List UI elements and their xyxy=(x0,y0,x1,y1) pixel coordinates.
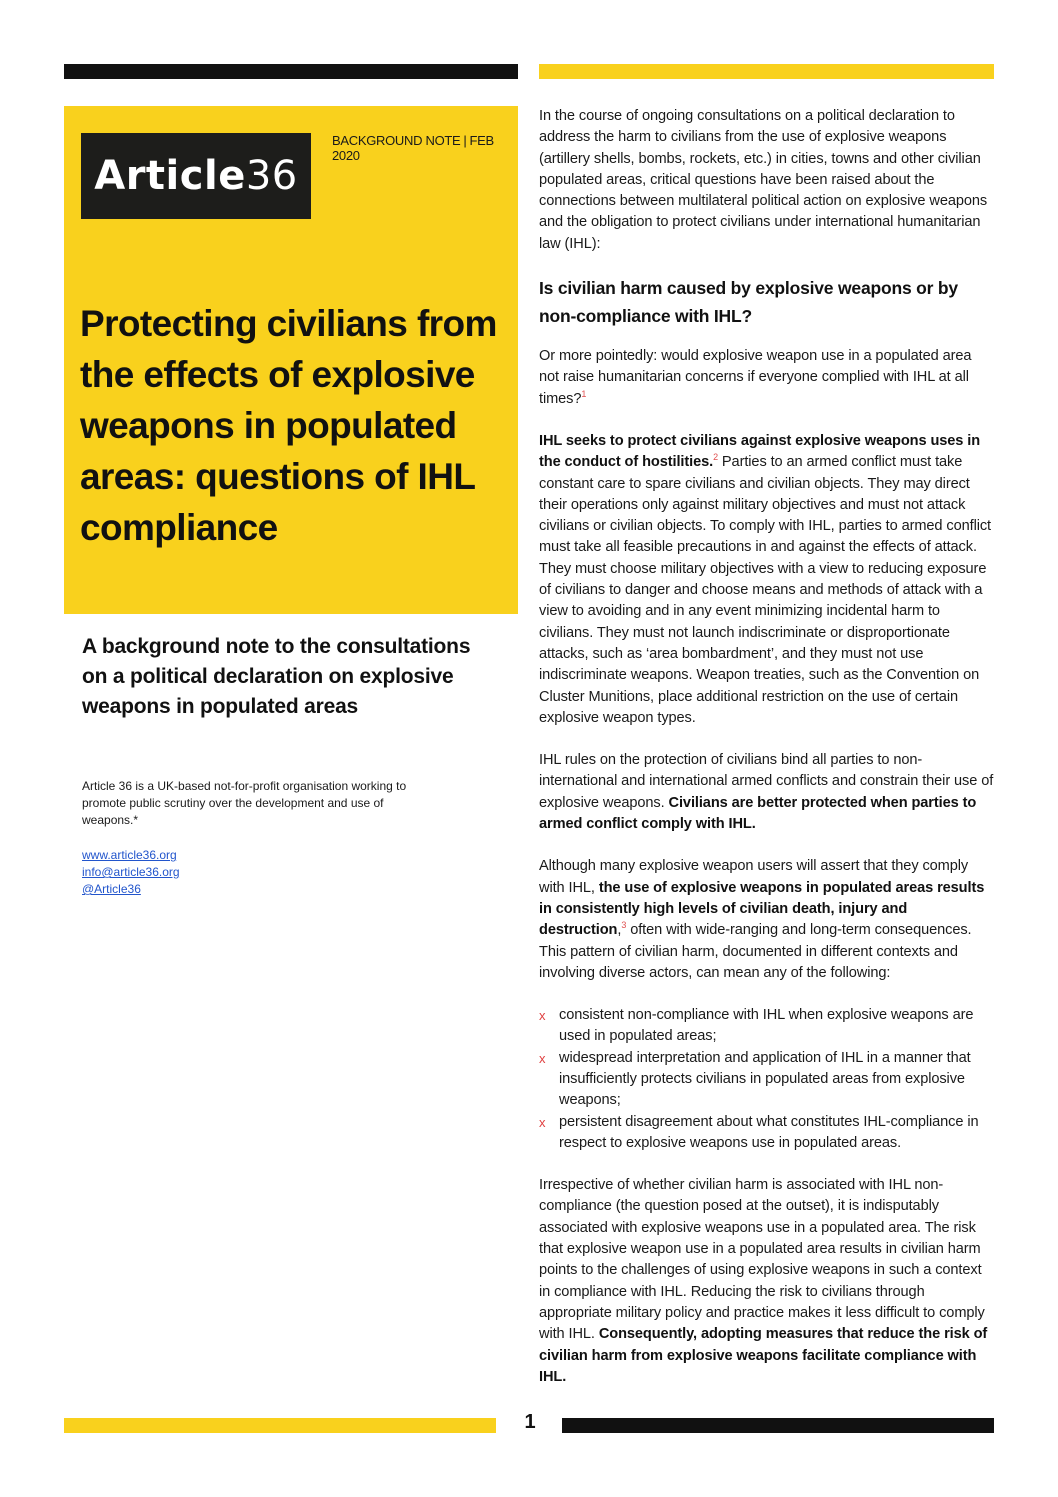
ihl-rules-bold: Civilians are better protected when parties to armed conflict comply with IHL. xyxy=(539,794,977,833)
page-title: Protecting civilians from the effects of explosive weapons in populated areas: questions of IHL compliance xyxy=(80,303,497,548)
x-bullet-icon: x xyxy=(539,1114,546,1130)
about-text: Article 36 is a UK-based not-for-profit organisation working to promote public scrutiny over the development and use of weapons.* xyxy=(82,779,407,827)
conclusion-bold: Consequently, adopting measures that reduce the risk of civilian harm from explosive weapons facilitate compliance with IHL. xyxy=(539,1326,988,1385)
twitter-link[interactable]: @Article36 xyxy=(82,882,141,896)
bottom-bar-left xyxy=(64,1418,496,1433)
harm-pattern-comma: , xyxy=(617,922,622,939)
article36-logo xyxy=(81,133,311,219)
doc-type: BACKGROUND NOTE xyxy=(332,133,461,148)
body-column xyxy=(539,106,994,1388)
website-link[interactable]: www.article36.org xyxy=(82,848,177,862)
ihl-rules-paragraph xyxy=(539,750,994,835)
title-panel xyxy=(64,106,518,614)
top-bar-left xyxy=(64,64,518,79)
list-item-text: consistent non-compliance with IHL when explosive weapons are used in populated areas; xyxy=(559,1007,974,1045)
ihl-protection-paragraph xyxy=(539,431,994,729)
question-paragraph xyxy=(539,346,994,410)
conclusion-paragraph xyxy=(539,1175,994,1388)
list-item xyxy=(539,1112,994,1155)
section-heading: Is civilian harm caused by explosive weapons or by non-compliance with IHL? xyxy=(539,278,958,327)
list-item-text: widespread interpretation and application of IHL in a manner that insufficiently protects civilians in populated areas from explosive weapons; xyxy=(559,1049,971,1109)
list-item xyxy=(539,1005,994,1048)
harm-pattern-paragraph xyxy=(539,856,994,984)
ihl-rules-text: IHL rules on the protection of civilians bind all parties to non-international and international armed conflicts and constrain their use of explosive weapons. xyxy=(539,752,994,811)
contact-links xyxy=(82,847,180,898)
footnote-ref-3[interactable]: 3 xyxy=(621,920,627,931)
harm-pattern-bold: the use of explosive weapons in populated areas results in consistently high levels of civilian death, injury and destruction xyxy=(539,879,985,939)
bottom-bar-right xyxy=(562,1418,994,1433)
x-bullet-icon: x xyxy=(539,1050,546,1066)
footnote-ref-2[interactable]: 2 xyxy=(713,452,718,463)
email-link[interactable]: info@article36.org xyxy=(82,865,180,879)
doc-type-label xyxy=(332,133,518,163)
logo-text-light: 36 xyxy=(245,153,298,199)
list-item xyxy=(539,1048,994,1112)
harm-pattern-rest: often with wide-ranging and long-term consequences. This pattern of civilian harm, documented in different contexts and involving diverse actors, can mean any of the following: xyxy=(539,922,972,981)
consequence-list xyxy=(539,1005,994,1154)
ihl-protection-rest: Parties to an armed conflict must take constant care to spare civilians and civilian objects. They may direct their operations only against military objectives and must not attack civilians or civilian objects. To comply with IHL, parties to armed conflict must take all feasible precautions in and against the effects of attack. They must choose military objectives with a view to reducing exposure of civilians to danger and choose means and methods of attack with a view to avoiding and in any event minimizing incidental harm to civilians. They must not launch indiscriminate or disproportionate attacks, such as ‘area bombardment’, and they must not use indiscriminate weapons. Weapon treaties, such as the Convention on Cluster Munitions, place additional restriction on the use of certain explosive weapon types. xyxy=(539,454,992,726)
doc-date: FEB 2020 xyxy=(332,133,494,163)
page-number: 1 xyxy=(524,1411,536,1433)
subtitle: A background note to the consultations on a political declaration on explosive weapons in populated areas xyxy=(82,635,471,718)
logo-text-bold: Article xyxy=(94,153,246,199)
list-item-text: persistent disagreement about what constitutes IHL-compliance in respect to explosive weapons use in populated areas. xyxy=(559,1113,979,1151)
ihl-protection-bold: IHL seeks to protect civilians against explosive weapons uses in the conduct of hostilities. xyxy=(539,432,981,471)
footnote-ref-1[interactable]: 1 xyxy=(581,388,587,399)
top-bar-right xyxy=(539,64,994,79)
x-bullet-icon: x xyxy=(539,1008,546,1024)
doc-type-separator: | xyxy=(463,133,467,148)
question-text: Or more pointedly: would explosive weapon use in a populated area not raise humanitarian concerns if everyone complied with IHL at all times? xyxy=(539,348,972,407)
intro-paragraph: In the course of ongoing consultations on a political declaration to address the harm to civilians from the use of explosive weapons (artillery shells, bombs, rockets, etc.) in cities, towns and other civilian populated areas, critical questions have been raised about the connections between multilateral political action on explosive weapons and the obligation to protect civilians under international humanitarian law (IHL): xyxy=(539,108,988,252)
conclusion-text: Irrespective of whether civilian harm is associated with IHL non-compliance (the question posed at the outset), it is indisputably associated with explosive weapons use in a populated area. The risk that explosive weapon use in a populated area results in civilian harm points to the challenges of using explosive weapons in such a context in compliance with IHL. Reducing the risk to civilians through appropriate military policy and practice makes it less difficult to comply with IHL. xyxy=(539,1177,985,1343)
harm-pattern-start: Although many explosive weapon users will assert that they comply with IHL, xyxy=(539,858,969,896)
